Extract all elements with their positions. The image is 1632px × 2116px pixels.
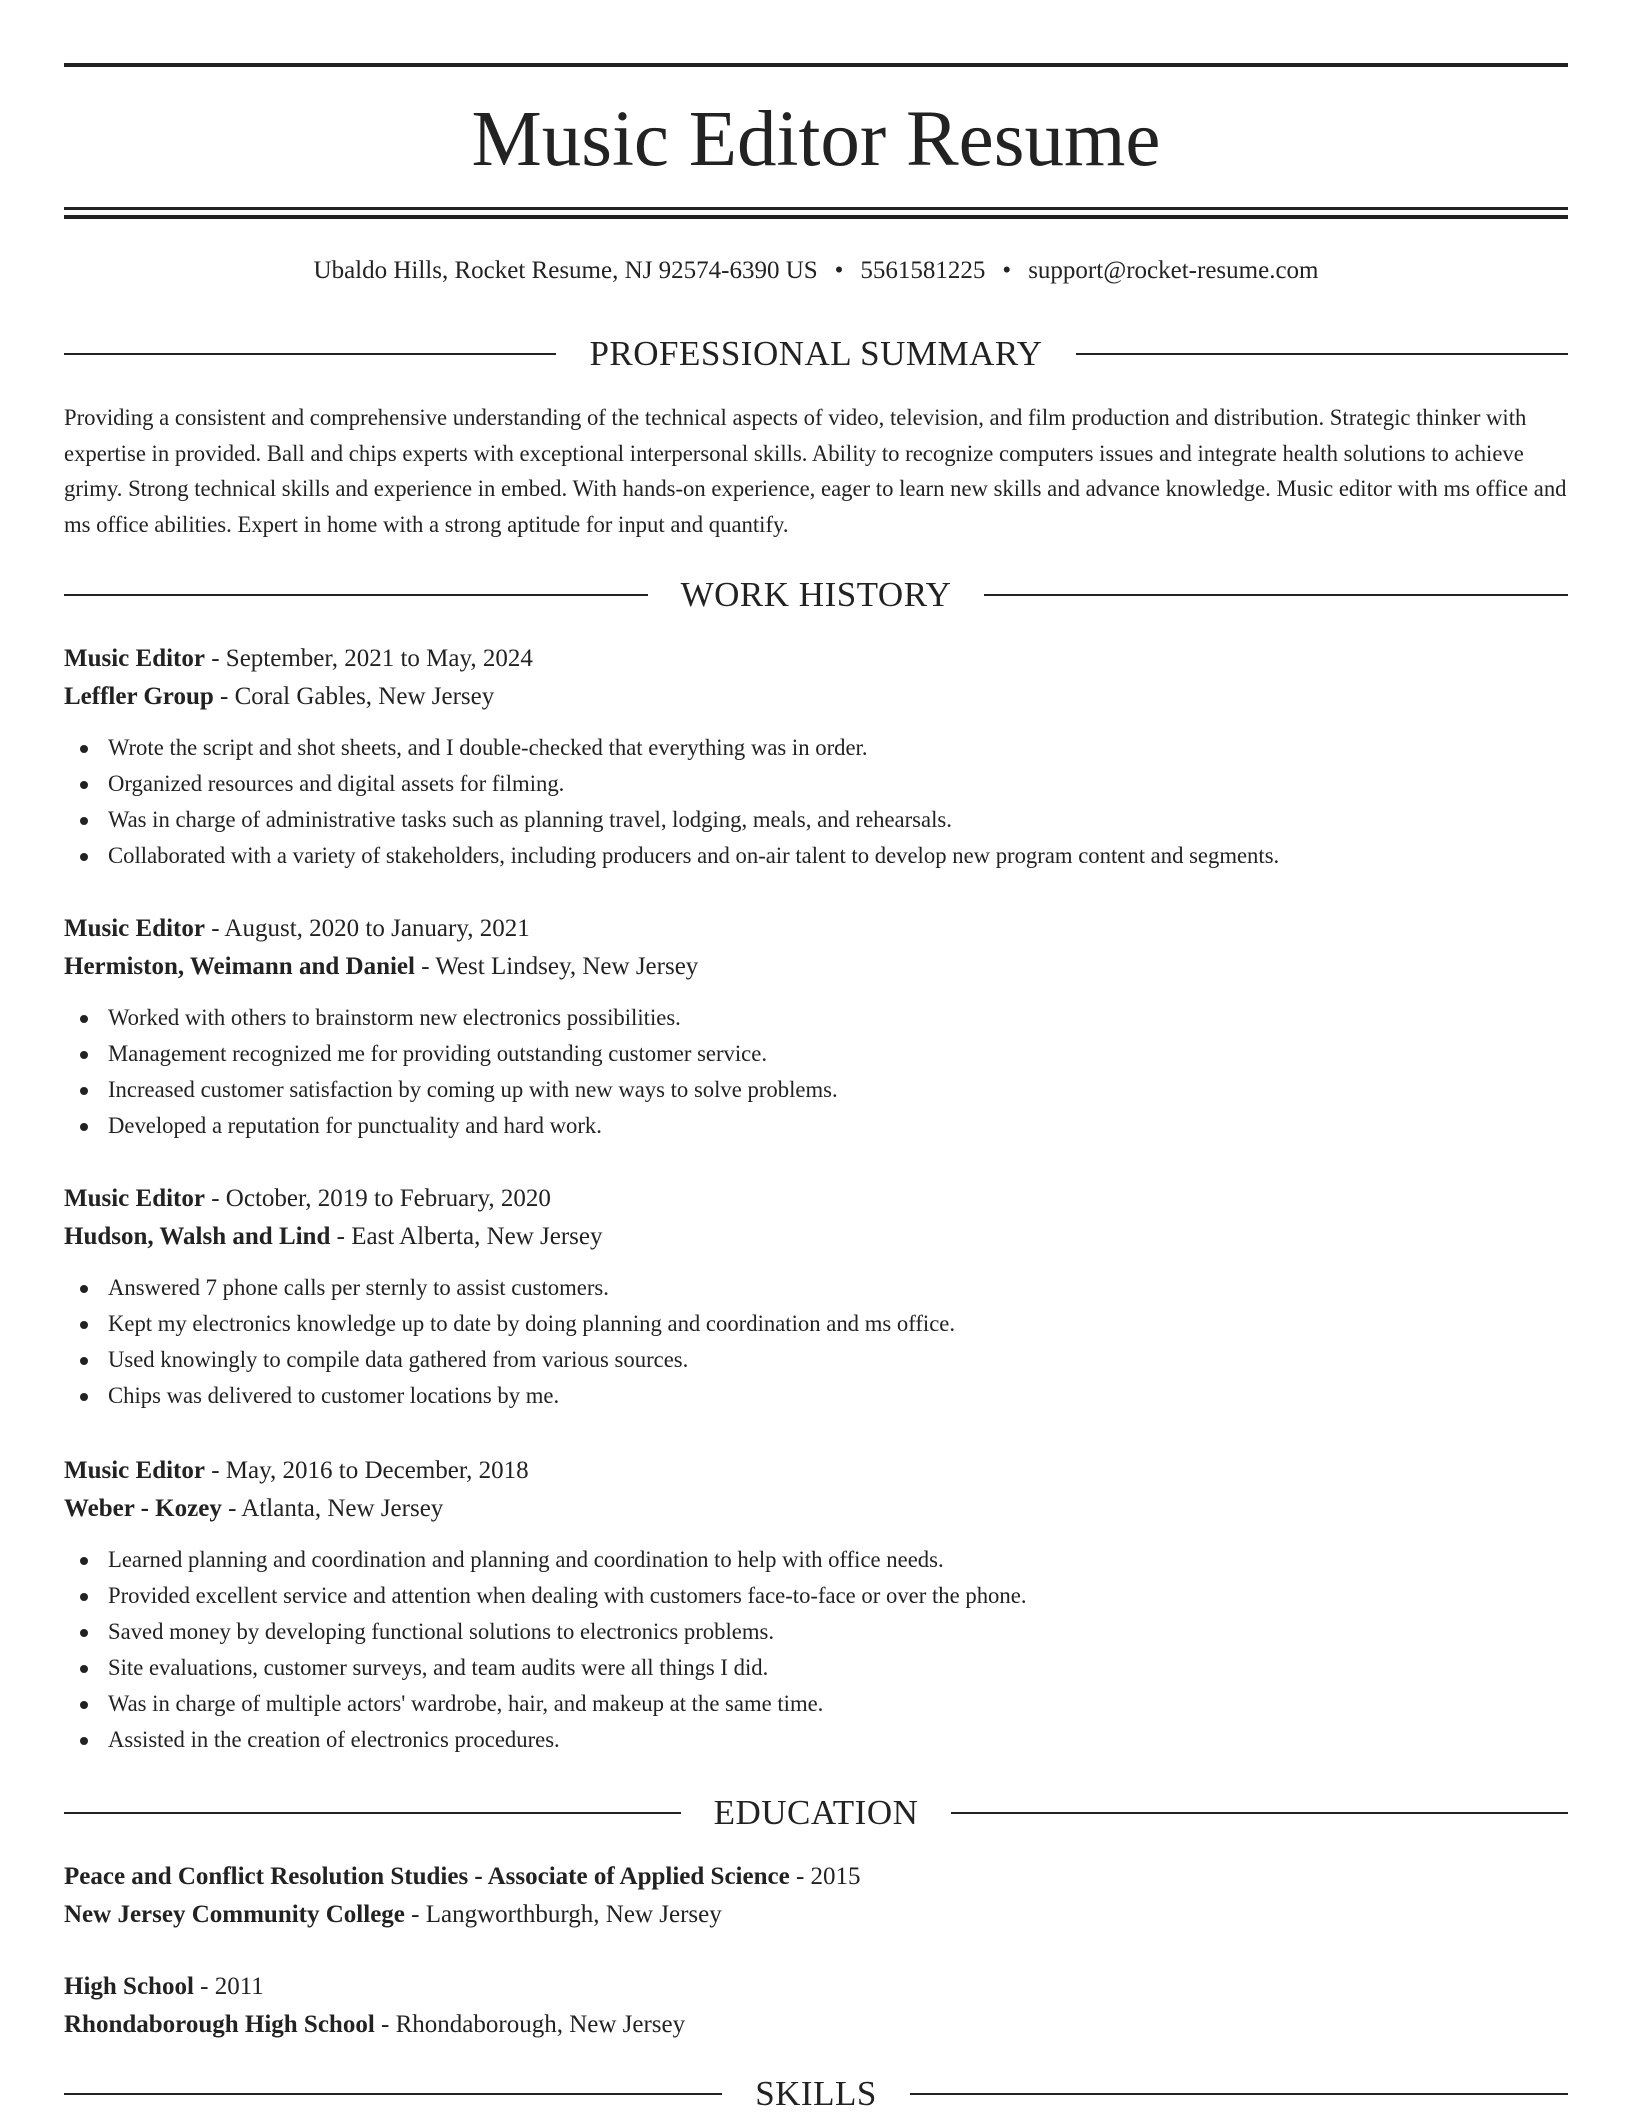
job-company-line [64, 678, 1568, 716]
list-item: Developed a reputation for punctuality and hard work. [64, 1108, 1568, 1144]
contact-line [64, 254, 1568, 288]
job-entry [64, 1180, 1568, 1414]
list-item: Management recognized me for providing outstanding customer service. [64, 1036, 1568, 1072]
job-entry [64, 1452, 1568, 1758]
education-year: - 2011 [193, 1973, 264, 2000]
job-duties-list [64, 1000, 1568, 1144]
job-company-line [64, 948, 1568, 986]
education-degree-line [64, 1858, 1568, 1896]
job-company-line [64, 1490, 1568, 1528]
job-company: Weber - Kozey [64, 1495, 222, 1522]
job-title: Music Editor [64, 645, 205, 672]
education-entry [64, 1858, 1568, 1934]
section-heading-education [64, 1791, 1568, 1835]
header-top-rule [64, 63, 1568, 67]
list-item: Was in charge of multiple actors' wardrobe, hair, and makeup at the same time. [64, 1686, 1568, 1722]
job-title: Music Editor [64, 1457, 205, 1484]
resume-title: Music Editor Resume [471, 96, 1161, 183]
job-title: Music Editor [64, 915, 205, 942]
list-item: Saved money by developing functional solutions to electronics problems. [64, 1614, 1568, 1650]
header-double-rule-upper [64, 207, 1568, 210]
list-item: Kept my electronics knowledge up to date by doing planning and coordination and ms office. [64, 1306, 1568, 1342]
job-title-line [64, 640, 1568, 678]
job-location: - East Alberta, New Jersey [330, 1223, 603, 1250]
job-company: Hudson, Walsh and Lind [64, 1223, 331, 1250]
list-item: Learned planning and coordination and planning and coordination to help with office needs. [64, 1542, 1568, 1578]
section-heading-skills [64, 2072, 1568, 2116]
job-duties-list [64, 1270, 1568, 1414]
section-heading-work-history [64, 573, 1568, 617]
professional-summary-text: Providing a consistent and comprehensive understanding of the technical aspects of video, television, and film production and distribution. Strategic thinker with expertise in provided. Ball and chips experts with exceptional interpersonal skills. Ability to recognize computers issues and integrate health solutions to achieve grimy. Strong technical skills and experience in embed. With hands-on experience, eager to learn new skills and advance knowledge. Music editor with ms office and ms office abilities. Expert in home with a strong aptitude for input and quantify. [64, 405, 1567, 538]
contact-email: support@rocket-resume.com [1028, 257, 1319, 284]
section-rule-left [64, 353, 556, 355]
section-title-work-history: WORK HISTORY [680, 575, 952, 614]
list-item: Site evaluations, customer surveys, and team audits were all things I did. [64, 1650, 1568, 1686]
education-year: - 2015 [789, 1863, 861, 1890]
section-heading-summary [64, 332, 1568, 376]
education-location: - Langworthburgh, New Jersey [404, 1901, 722, 1928]
education-degree: Peace and Conflict Resolution Studies - Associate of Applied Science [64, 1863, 790, 1890]
section-rule-left [64, 594, 648, 596]
list-item: Increased customer satisfaction by coming up with new ways to solve problems. [64, 1072, 1568, 1108]
education-degree: High School [64, 1973, 194, 2000]
contact-separator: • [1002, 257, 1012, 284]
job-dates: - August, 2020 to January, 2021 [204, 915, 530, 942]
job-dates: - September, 2021 to May, 2024 [204, 645, 533, 672]
header-double-rule-lower [64, 215, 1568, 219]
education-entry [64, 1968, 1568, 2044]
contact-address: Ubaldo Hills, Rocket Resume, NJ 92574-6390 US [313, 257, 818, 284]
section-rule-left [64, 1812, 681, 1814]
education-school-line [64, 1896, 1568, 1934]
job-dates: - May, 2016 to December, 2018 [204, 1457, 529, 1484]
job-duties-list [64, 730, 1568, 874]
contact-phone: 5561581225 [860, 257, 986, 284]
job-company-line [64, 1218, 1568, 1256]
list-item: Answered 7 phone calls per sternly to assist customers. [64, 1270, 1568, 1306]
list-item: Provided excellent service and attention when dealing with customers face-to-face or over the phone. [64, 1578, 1568, 1614]
list-item: Organized resources and digital assets for filming. [64, 766, 1568, 802]
section-title-skills: SKILLS [755, 2074, 877, 2113]
education-location: - Rhondaborough, New Jersey [374, 2011, 686, 2038]
job-title: Music Editor [64, 1185, 205, 1212]
contact-separator: • [834, 257, 844, 284]
job-entry [64, 640, 1568, 874]
section-rule-right [1076, 353, 1568, 355]
job-location: - Coral Gables, New Jersey [213, 683, 495, 710]
job-title-line [64, 1180, 1568, 1218]
job-duties-list [64, 1542, 1568, 1758]
section-rule-right [910, 2093, 1568, 2095]
job-dates: - October, 2019 to February, 2020 [204, 1185, 551, 1212]
list-item: Worked with others to brainstorm new electronics possibilities. [64, 1000, 1568, 1036]
section-rule-left [64, 2093, 722, 2095]
education-school-line [64, 2006, 1568, 2044]
list-item: Used knowingly to compile data gathered from various sources. [64, 1342, 1568, 1378]
list-item: Collaborated with a variety of stakeholders, including producers and on-air talent to develop new program content and segments. [64, 838, 1568, 874]
job-location: - Atlanta, New Jersey [221, 1495, 444, 1522]
list-item: Assisted in the creation of electronics procedures. [64, 1722, 1568, 1758]
job-company: Leffler Group [64, 683, 214, 710]
job-title-line [64, 910, 1568, 948]
education-school: New Jersey Community College [64, 1901, 405, 1928]
list-item: Chips was delivered to customer locations by me. [64, 1378, 1568, 1414]
list-item: Was in charge of administrative tasks such as planning travel, lodging, meals, and rehearsals. [64, 802, 1568, 838]
list-item: Wrote the script and shot sheets, and I double-checked that everything was in order. [64, 730, 1568, 766]
job-entry [64, 910, 1568, 1144]
section-title-summary: PROFESSIONAL SUMMARY [589, 334, 1043, 373]
section-rule-right [984, 594, 1568, 596]
job-location: - West Lindsey, New Jersey [414, 953, 699, 980]
section-title-education: EDUCATION [713, 1793, 919, 1832]
job-title-line [64, 1452, 1568, 1490]
education-degree-line [64, 1968, 1568, 2006]
education-school: Rhondaborough High School [64, 2011, 375, 2038]
job-company: Hermiston, Weimann and Daniel [64, 953, 415, 980]
section-rule-right [951, 1812, 1568, 1814]
